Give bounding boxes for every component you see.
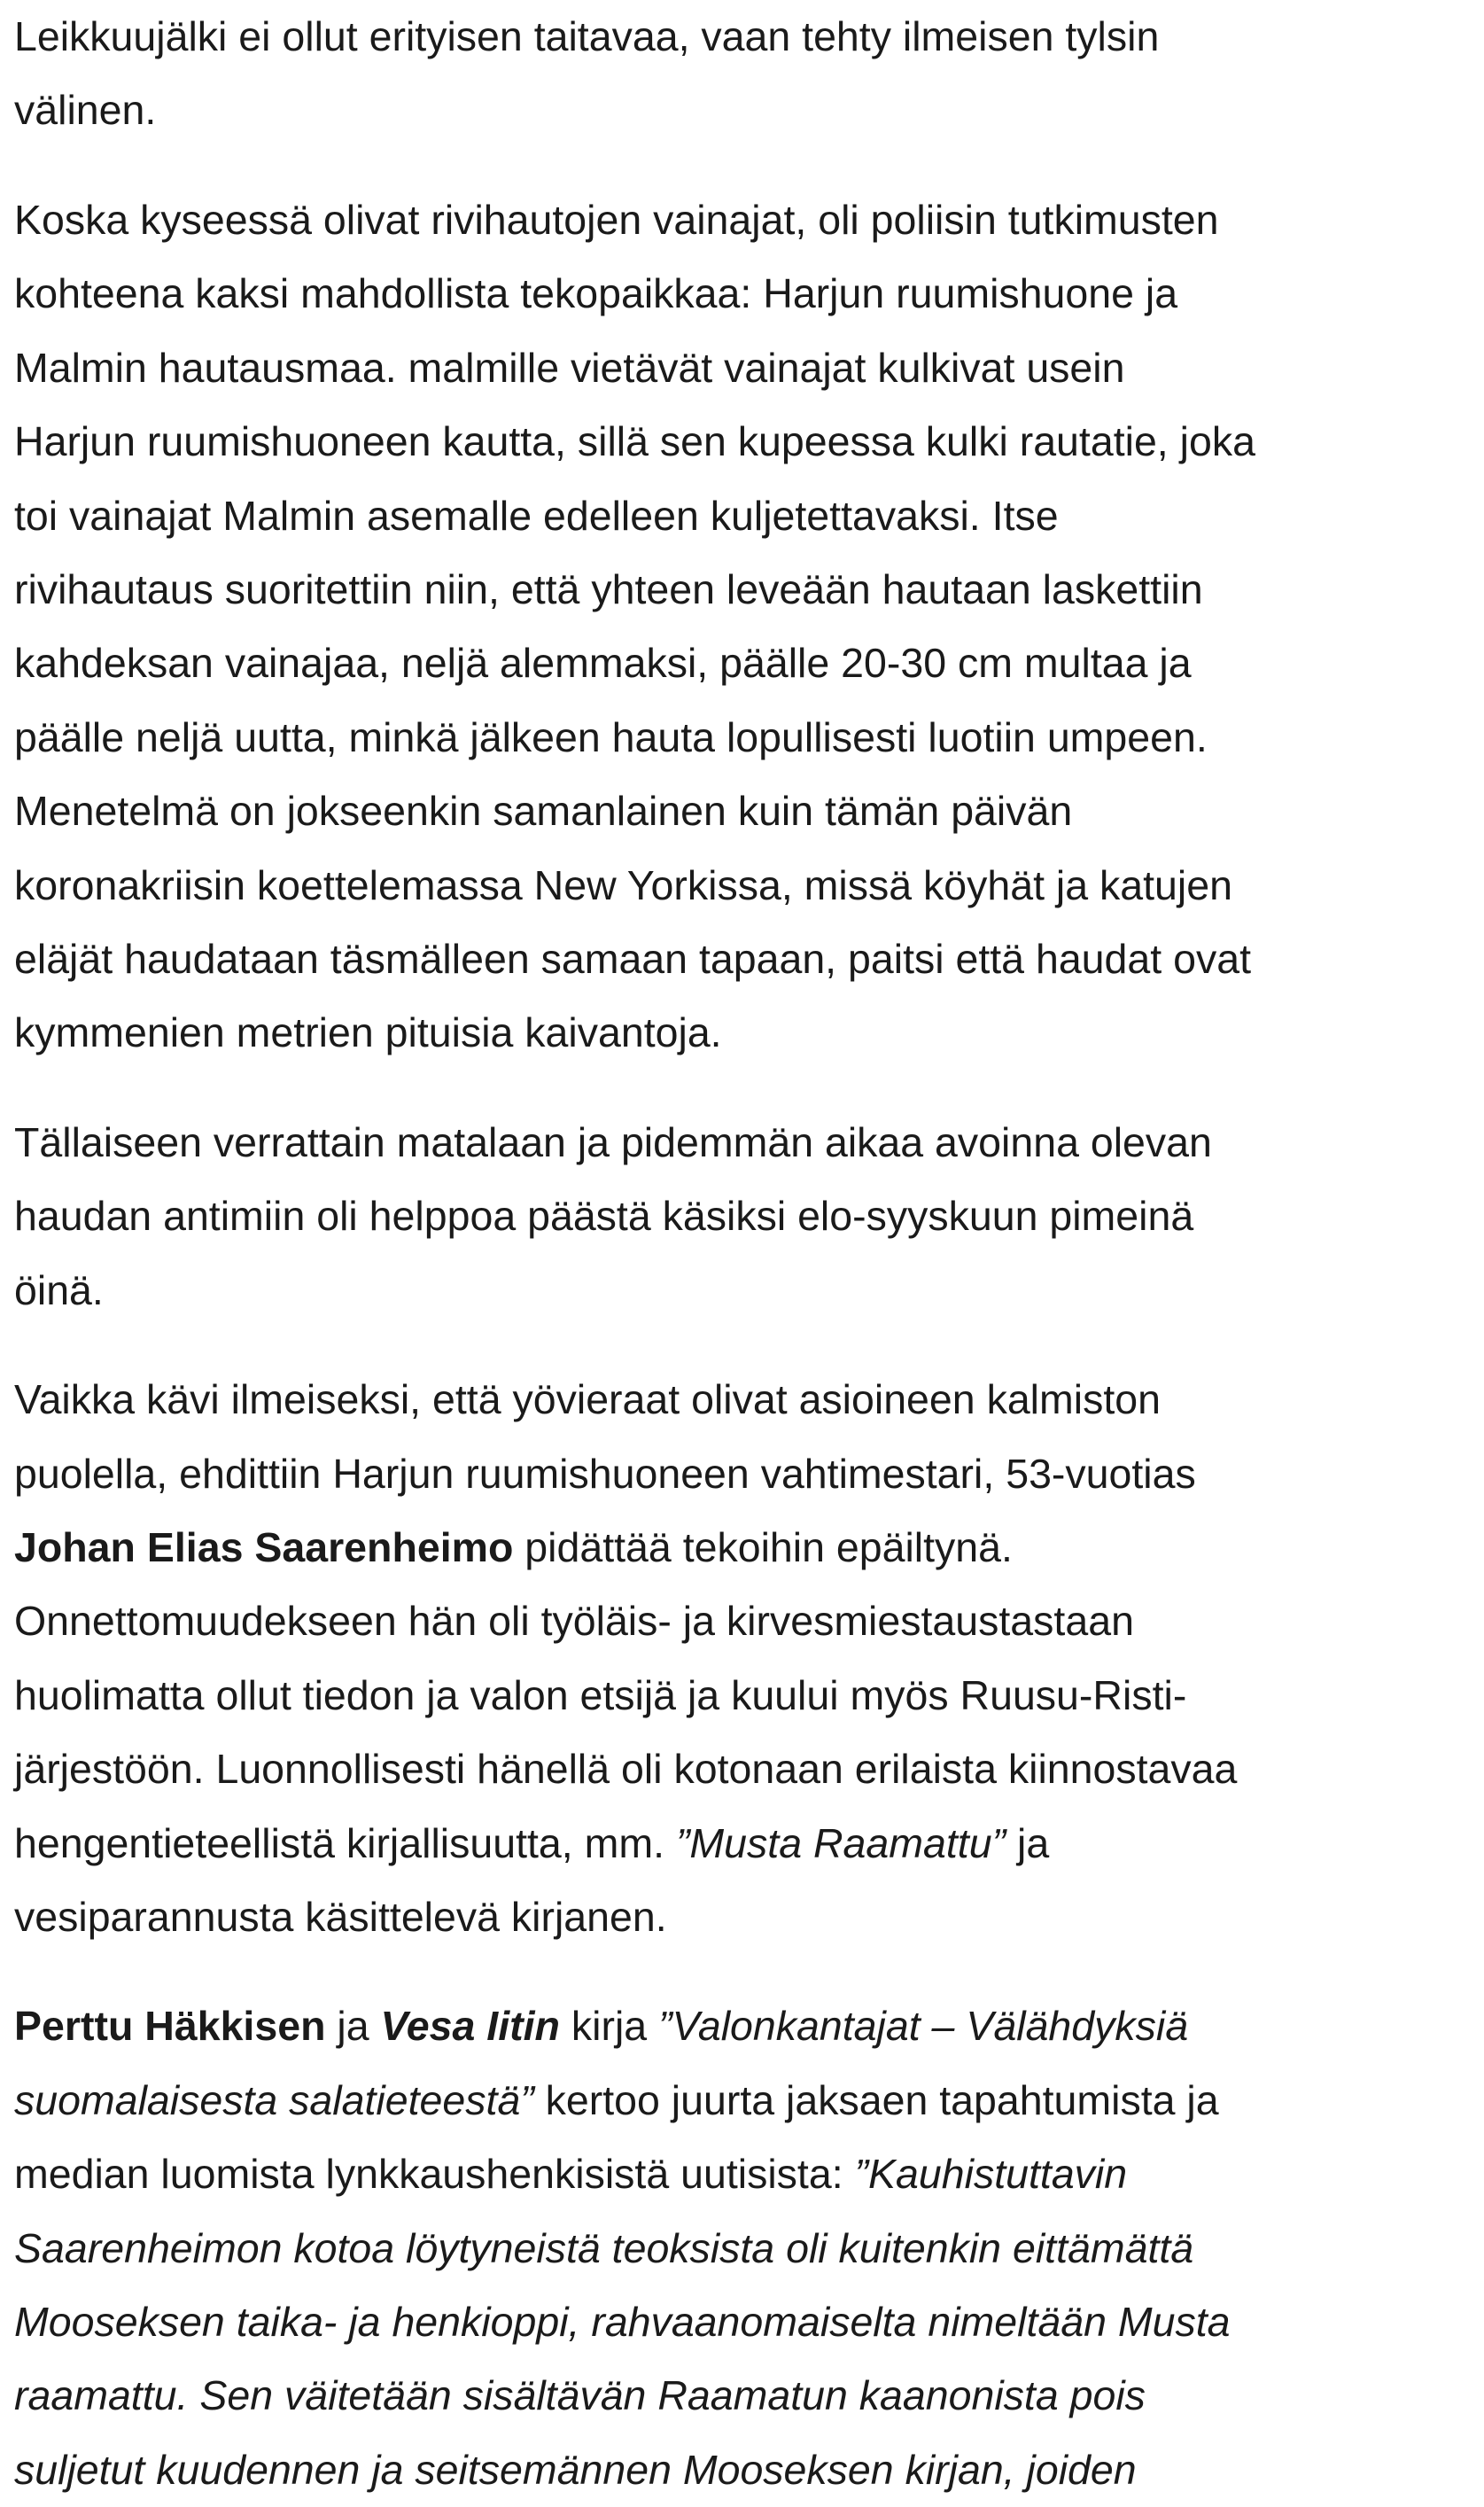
paragraph-1 xyxy=(14,0,1467,148)
text-line: Vaikka kävi ilmeiseksi, että yövieraat olivat asioineen kalmiston xyxy=(14,1376,1161,1423)
text-line: öinä. xyxy=(14,1266,104,1313)
text-run: pidättää tekoihin epäiltynä. xyxy=(513,1523,1013,1570)
author-name-bold: Perttu Häkkisen xyxy=(14,2003,326,2050)
text-line: Tällaiseen verrattain matalaan ja pidemmän aikaa avoinna olevan xyxy=(14,1118,1212,1165)
paragraph-5 xyxy=(14,1989,1467,2507)
text-line: Harjun ruumishuoneen kautta, sillä sen kupeessa kulki rautatie, joka xyxy=(14,418,1255,465)
text-line: puolella, ehdittiin Harjun ruumishuoneen vahtimestari, 53-vuotias xyxy=(14,1450,1196,1497)
paragraph-3 xyxy=(14,1106,1467,1327)
text-run: ja xyxy=(325,2003,381,2050)
text-run: hengentieteellistä kirjallisuutta, mm. xyxy=(14,1819,676,1866)
text-line: kymmenien metrien pituisia kaivantoja. xyxy=(14,1009,722,1056)
document-page xyxy=(14,0,1467,2507)
quote-italic: ”Kauhistuttavin xyxy=(854,2151,1128,2198)
text-line: toi vainajat Malmin asemalle edelleen kuljetettavaksi. Itse xyxy=(14,492,1059,539)
text-line xyxy=(14,2064,1467,2137)
person-name-bold: Johan Elias Saarenheimo xyxy=(14,1523,514,1570)
text-line xyxy=(14,1989,1467,2063)
paragraph-4 xyxy=(14,1363,1467,1954)
quote-line-italic: Saarenheimon kotoa löytyneistä teoksista oli kuitenkin eittämättä xyxy=(14,2224,1194,2271)
text-line: haudan antimiin oli helppoa päästä käsiksi elo-syyskuun pimeinä xyxy=(14,1193,1194,1240)
text-line: Onnettomuudekseen hän oli työläis- ja kirvesmiestaustastaan xyxy=(14,1598,1134,1645)
text-line: kahdeksan vainajaa, neljä alemmaksi, päälle 20-30 cm multaa ja xyxy=(14,640,1192,687)
text-line: Malmin hautausmaa. malmille vietävät vainajat kulkivat usein xyxy=(14,344,1125,391)
text-line: päälle neljä uutta, minkä jälkeen hauta lopullisesti luotiin umpeen. xyxy=(14,713,1208,760)
book-title-italic: suomalaisesta salatieteestä” xyxy=(14,2076,534,2123)
text-line: kohteena kaksi mahdollista tekopaikkaa: Harjun ruumishuone ja xyxy=(14,270,1178,317)
text-line: Leikkuujälki ei ollut erityisen taitavaa, vaan tehty ilmeisen tylsin xyxy=(14,13,1160,59)
book-title-italic: ”Valonkantajat – Välähdyksiä xyxy=(658,2003,1189,2050)
paragraph-2 xyxy=(14,183,1467,1071)
text-line: Koska kyseessä olivat rivihautojen vainajat, oli poliisin tutkimusten xyxy=(14,197,1219,243)
text-line xyxy=(14,2137,1467,2211)
text-line: järjestöön. Luonnollisesti hänellä oli kotonaan erilaista kiinnostavaa xyxy=(14,1746,1238,1793)
text-run: median luomista lynkkaushenkisistä uutisista: xyxy=(14,2151,855,2198)
text-line: vesiparannusta käsittelevä kirjanen. xyxy=(14,1893,667,1940)
text-line: eläjät haudataan täsmälleen samaan tapaan, paitsi että haudat ovat xyxy=(14,936,1251,983)
text-line: Menetelmä on jokseenkin samanlainen kuin tämän päivän xyxy=(14,788,1073,835)
quote-line-italic: Mooseksen taika- ja henkioppi, rahvaanomaiselta nimeltään Musta xyxy=(14,2298,1231,2345)
text-line: huolimatta ollut tiedon ja valon etsijä ja kuului myös Ruusu-Risti- xyxy=(14,1671,1187,1718)
text-run: ja xyxy=(1006,1819,1050,1866)
quote-line-italic: raamattu. Sen väitetään sisältävän Raamatun kaanonista pois xyxy=(14,2372,1146,2419)
book-title-italic: ”Musta Raamattu” xyxy=(675,1819,1006,1866)
text-line xyxy=(14,1511,1467,1584)
text-line: välinen. xyxy=(14,87,157,134)
text-run: kirja xyxy=(559,2003,659,2050)
text-run: kertoo juurta jaksaen tapahtumista ja xyxy=(533,2076,1219,2123)
author-name-bold-italic: Vesa Iitin xyxy=(380,2003,560,2050)
text-line: koronakriisin koettelemassa New Yorkissa, missä köyhät ja katujen xyxy=(14,861,1232,908)
text-line: rivihautaus suoritettiin niin, että yhteen leveään hautaan laskettiin xyxy=(14,566,1203,613)
quote-line-italic: suljetut kuudennen ja seitsemännen Mooseksen kirjan, joiden xyxy=(14,2446,1137,2493)
text-line xyxy=(14,1807,1467,1880)
